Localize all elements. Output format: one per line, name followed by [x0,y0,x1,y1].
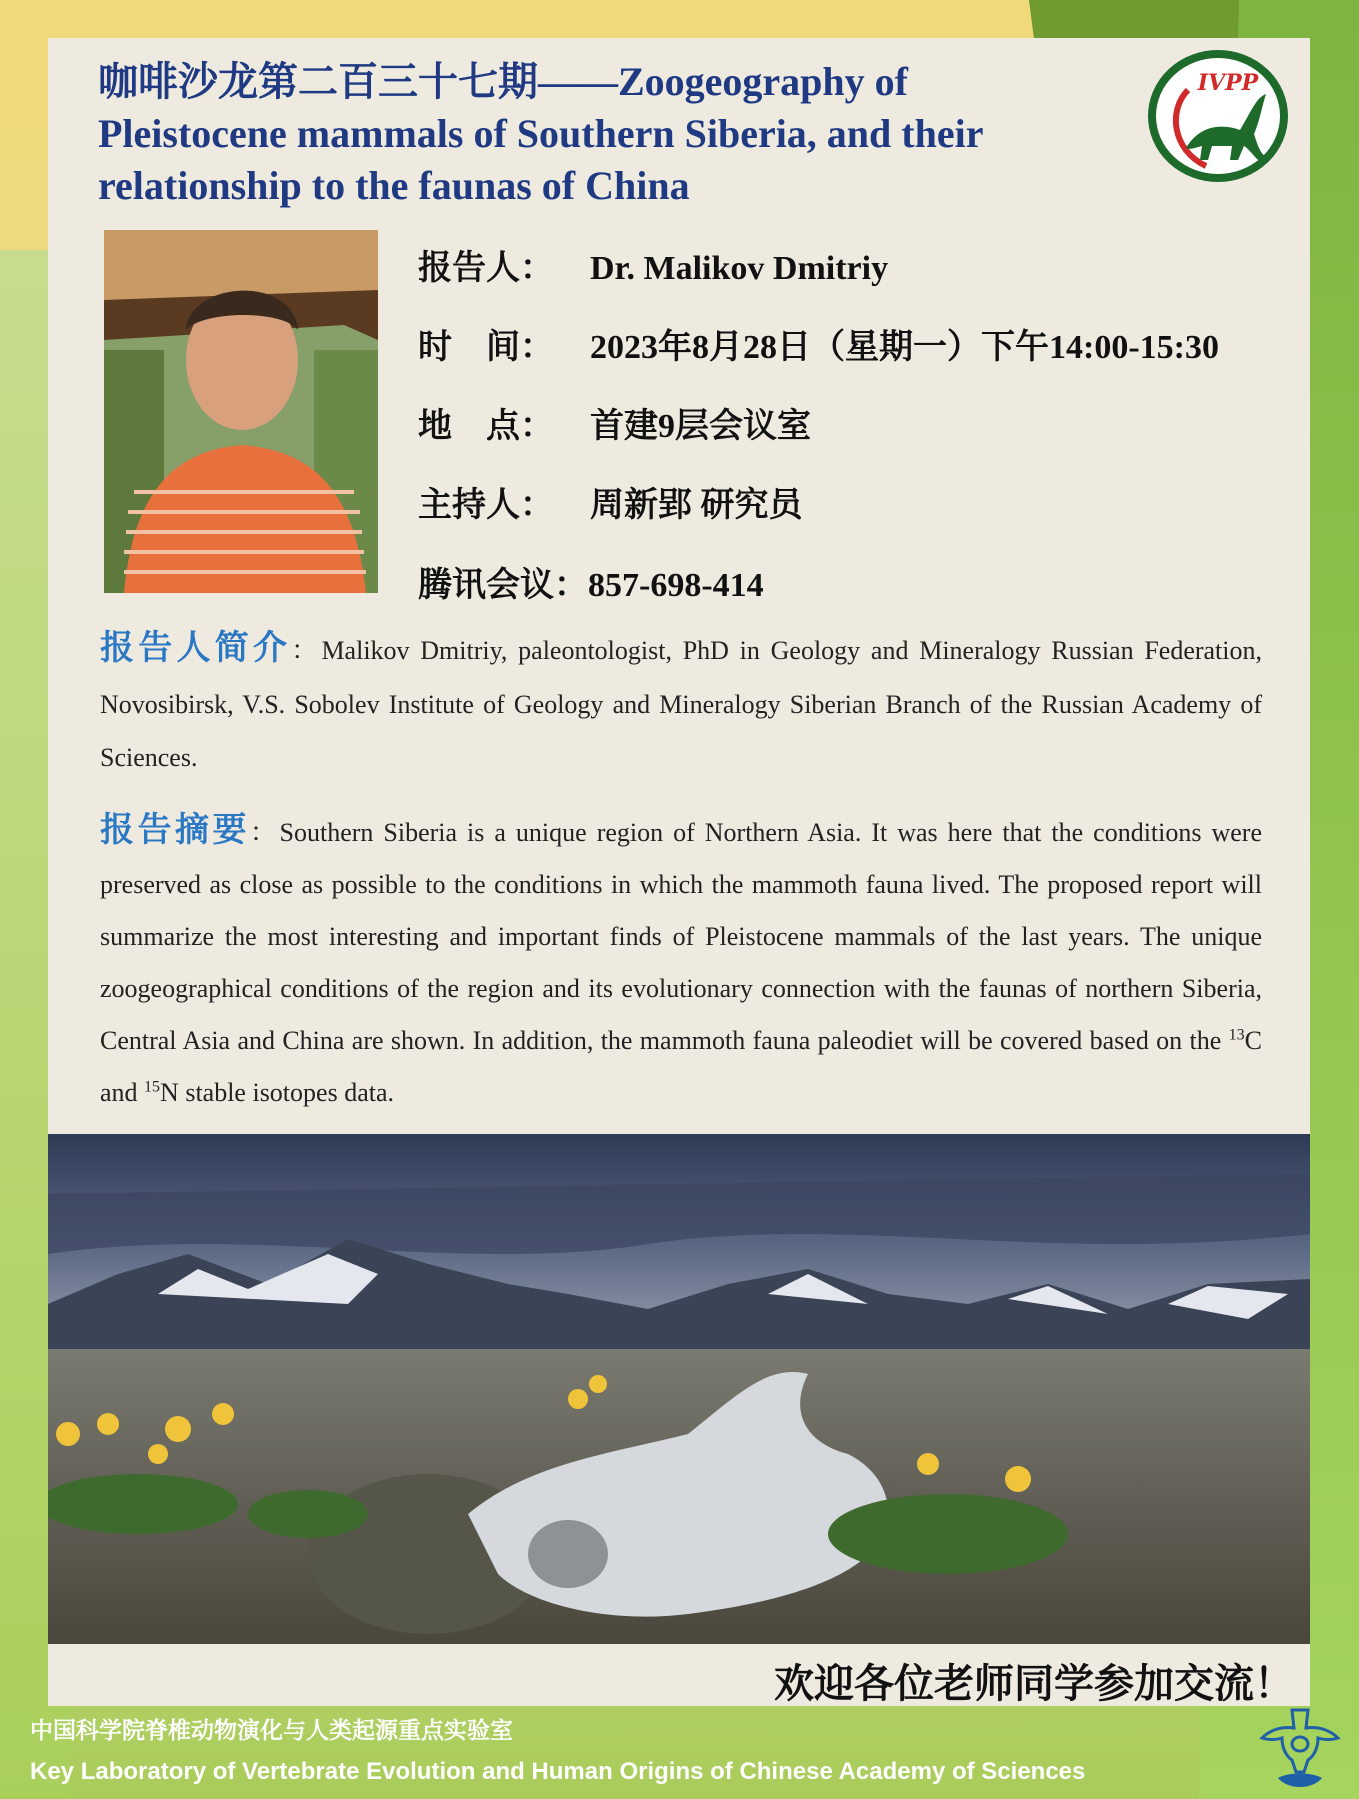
isotope-superscript: 15 [144,1078,161,1096]
info-value: 857-698-414 [588,567,764,604]
info-value: 2023年8月28日（星期一）下午14:00-15:30 [590,329,1219,366]
info-time [418,319,1219,368]
info-tencent-meeting [418,557,764,606]
info-label: 报告人： [418,250,554,287]
isotope-superscript: 13 [1228,1026,1245,1044]
abstract-text: N stable isotopes data. [160,1078,394,1107]
info-value: 首建9层会议室 [590,408,811,445]
abstract-text: C and [100,1026,1262,1107]
info-location [418,398,811,447]
ivpp-logo-icon [1148,50,1288,182]
info-label: 主持人： [418,487,554,524]
info-host [418,477,803,526]
speaker-bio: 报告人简介：Malikov Dmitriy, paleontologist, PhD in Geology and Mineralogy Russian Federation, Novosibirsk, V.S. Sobolev Institute of Geology and Mineralogy Siberian Branch of the Russian Academy of Sciences. [100,628,1262,772]
info-value: Dr. Malikov Dmitriy [590,250,889,287]
info-speaker [418,240,888,289]
footer-lab-name-en: Key Laboratory of Vertebrate Evolution and Human Origins of Chinese Academy of Sciences [30,1758,1086,1785]
abstract: 报告摘要：Southern Siberia is a unique region of Northern Asia. It was here that the conditions were preserved as close as possible to the conditions in which the mammoth fauna lived. The proposed report will summarize the most interesting and important finds of Pleistocene mammals of the last years. The unique zoogeographical conditions of the region and its evolutionary connection with the faunas of northern Siberia, Central Asia and China are shown. In addition, the mammoth fauna paleodiet will be covered based on the $^{13}$C and $^{15}$N stable isotopes data. [100,810,1262,1107]
poster-title: 咖啡沙龙第二百三十七期——Zoogeography of Pleistocene mammals of Southern Siberia, and their relationship to the faunas of China [98,59,983,208]
logo-text: IVPP [1197,70,1259,96]
vertebra-emblem-icon [1252,1706,1348,1796]
footer-lab-name-cn: 中国科学院脊椎动物演化与人类起源重点实验室 [30,1718,513,1744]
bio-heading: 报告人简介 [100,628,292,668]
speaker-photo [104,230,378,593]
tundra-skull-photo [48,1134,1310,1644]
info-label: 时 间： [418,329,554,366]
info-label: 地 点： [418,408,554,445]
welcome-message: 欢迎各位老师同学参加交流！ [774,1661,1294,1707]
abstract-text: Southern Siberia is a unique region of Northern Asia. It was here that the conditions were preserved as close as possible to the conditions in which the mammoth fauna lived. The proposed report will summarize the most interesting and important finds of Pleistocene mammals of the last years. The unique zoogeographical conditions of the region and its evolutionary connection with the faunas of northern Siberia, Central Asia and China are shown. In addition, the mammoth fauna paleodiet will be covered based on the [100,818,1262,1055]
info-label: 腾讯会议： [418,567,588,604]
info-value: 周新郢 研究员 [590,487,803,524]
bio-text: Malikov Dmitriy, paleontologist, PhD in Geology and Mineralogy Russian Federation, Novosibirsk, V.S. Sobolev Institute of Geology and Mineralogy Siberian Branch of the Russian Academy of Sciences. [100,636,1262,772]
abstract-heading: 报告摘要 [100,810,250,850]
